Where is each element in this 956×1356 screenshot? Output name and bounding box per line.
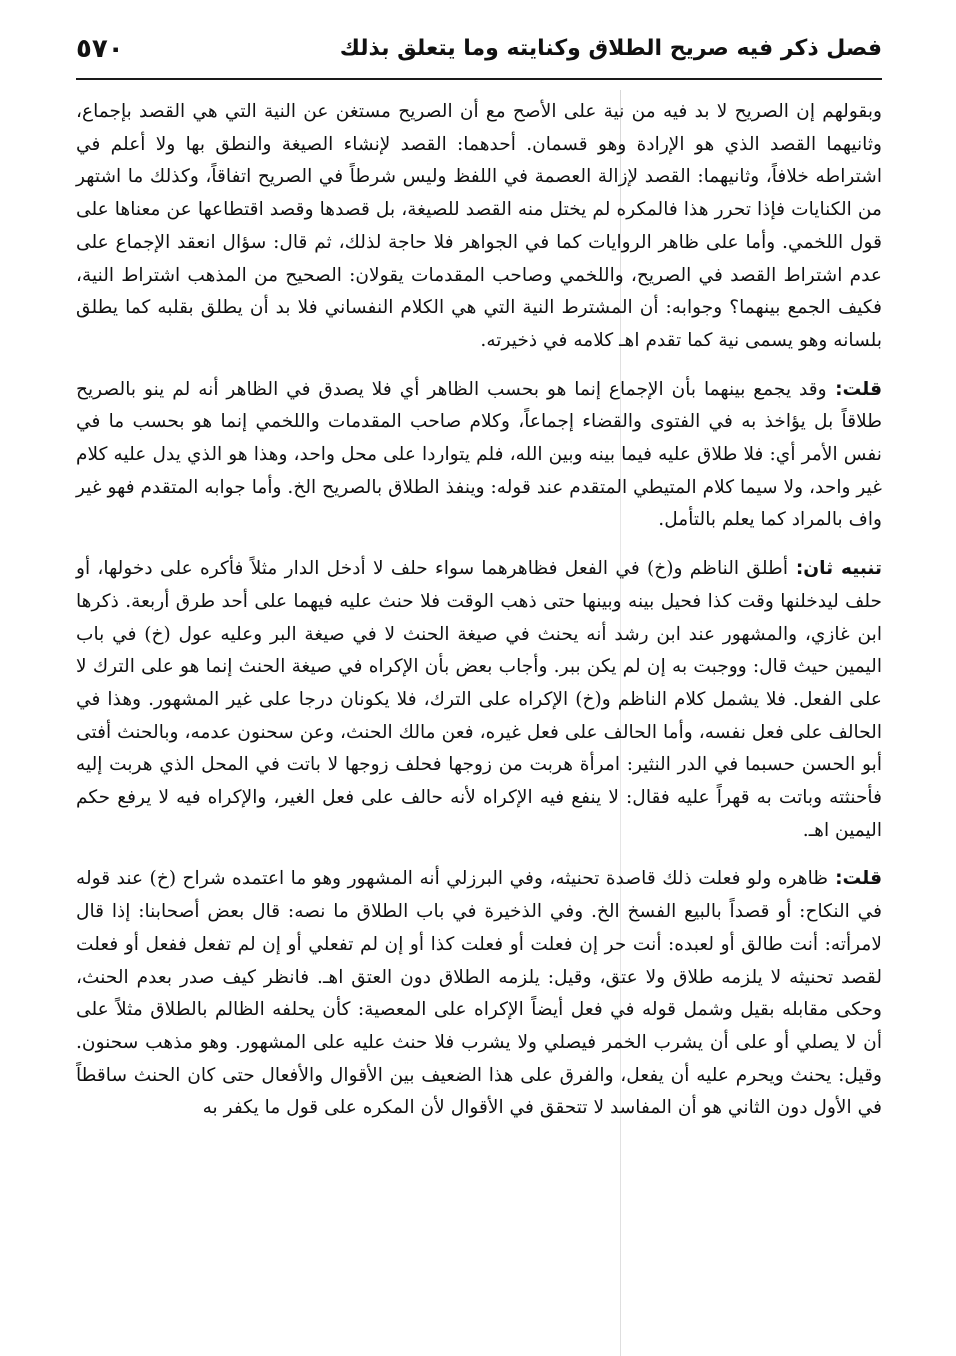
page-header: [76, 30, 882, 80]
paragraph: [76, 96, 882, 358]
paragraph: [76, 863, 882, 1125]
paragraph: [76, 374, 882, 538]
running-title: فصل ذكر فيه صريح الطلاق وكنايته وما يتعلق بذلك: [339, 36, 882, 61]
paragraph-text: وقد يجمع بينهما بأن الإجماع إنما هو بحسب الظاهر أي فلا يصدق في الظاهر أنه لم ينو بالصريح طلاقاً بل يؤاخذ به في الفتوى والقضاء إجماعاً، وكلام صاحب المقدمات واللخمي إنما هو بحسب ما في نفس الأمر أي: فلا طلاق عليه فيما بينه وبين الله، فلم يتواردا على محل واحد، وهذا هو الذي يدل عليه كلام غير واحد، ولا سيما كلام المتيطي المتقدم عند قوله: وينفذ الطلاق بالصريح الخ. وأما جوابه المتقدم فهو غير واف بالمراد كما يعلم بالتأمل.: [76, 378, 882, 531]
paragraph-lead: تنبيه ثان:: [788, 558, 883, 580]
body-text: [76, 96, 882, 1125]
paragraph-text: ظاهره ولو فعلت ذلك قاصدة تحنيثه، وفي البرزلي أنه المشهور وهو ما اعتمده شراح (خ) عند قوله في النكاح: أو قصداً بالبيع الفسخ الخ. وفي الذخيرة في باب الطلاق ما نصه: قال بعض أصحابنا: إذا قال لامرأته: أنت طالق أو لعبده: أنت حر إن فعلت أو فعلت كذا أو إن لم تفعلي أو إن لم تفعل ففعل أو فعلت لقصد تحنيثه لا يلزمه طلاق ولا عتق، وقيل: يلزمه الطلاق دون العتق اهـ. فانظر كيف صدر بعدم الحنث، وحكى مقابله بقيل وشمل قوله في فعل أيضاً الإكراه على المعصية: كأن يحلفه الظالم بالطلاق مثلاً على أن لا يصلي أو على أن يشرب الخمر فيصلي ولا يشرب فلا حنث عليه على المشهور. وهو مذهب سحنون. وقيل: يحنث ويحرم عليه أن يفعل، والفرق على هذا الضعيف بين الأقوال والأفعال حتى كان الحنث ساقطاً في الأول دون الثاني هو أن المفاسد لا تتحقق في الأقوال لأن المكره على قول ما يكفر به: [76, 868, 882, 1119]
paragraph-lead: قلت:: [826, 378, 883, 400]
paragraph-text: وبقولهم إن الصريح لا بد فيه من نية على الأصح مع أن الصريح مستغن عن النية التي هي القصد بإجماع، وثانيهما القصد الذي هو الإرادة وهو قسمان. أحدهما: القصد لإنشاء الصيغة والنطق بها ولا أعلم في اشتراطه خلافاً، وثانيهما: القصد لإزالة العصمة في اللفظ وليس شرطاً في الصريح اتفاقاً، وكذلك ما اشتهر من الكنايات فإذا تحرر هذا فالمكره لم يختل منه القصد للصيغة، بل قصدها وقصد اقتطاعها عن معناها على قول اللخمي. وأما على ظاهر الروايات كما في الجواهر فلا حاجة لذلك، ثم قال: سؤال انعقد الإجماع على عدم اشتراط القصد في الصريح، واللخمي وصاحب المقدمات يقولان: الصحيح من المذهب اشتراط النية، فكيف الجمع بينهما؟ وجوابه: أن المشترط النية التي هي الكلام النفساني فلا بد أن يطلق بقلبه كما يطلق بلسانه وهو يسمى نية كما تقدم اهـ كلامه في ذخيرته.: [76, 101, 882, 351]
page-number: ٥٧٠: [76, 34, 124, 64]
paragraph: [76, 553, 882, 847]
paragraph-lead: قلت:: [828, 868, 883, 890]
paragraph-text: أطلق الناظم و(خ) في الفعل فظاهرهما سواء حلف لا أدخل الدار مثلاً فأكره على دخولها، أو حلف ليدخلنها وقت كذا فحيل بينه وبينها حتى ذهب الوقت فلا حنث عليه فيهما على أحد طرق أربعة. ذكرها ابن غازي، والمشهور عند ابن رشد أنه يحنث في صيغة الحنث لا في صيغة البر وعليه عول (خ) في باب اليمين حيث قال: ووجبت به إن لم يكن ببر. وأجاب بعض بأن الإكراه في صيغة الحنث إنما هو على الترك لا على الفعل. فلا يشمل كلام الناظم و(خ) الإكراه على الترك، فلا يكونان درجا على غير المشهور. وهذا في الحالف على فعل نفسه، وأما الحالف على فعل غيره، فعن مالك الحنث، وعن سحنون عدمه، وبالحنث أفتى أبو الحسن حسبما في الدر النثير: امرأة هربت من زوجها فحلف زوجها لا باتت في المحل الذي هربت إليه فأحنثته وباتت به قهراً عليه فقال: لا ينفع فيه الإكراه لأنه حالف على فعل الغير، والإكراه فيه لا يرفع حكم اليمين اهـ.: [76, 558, 882, 841]
